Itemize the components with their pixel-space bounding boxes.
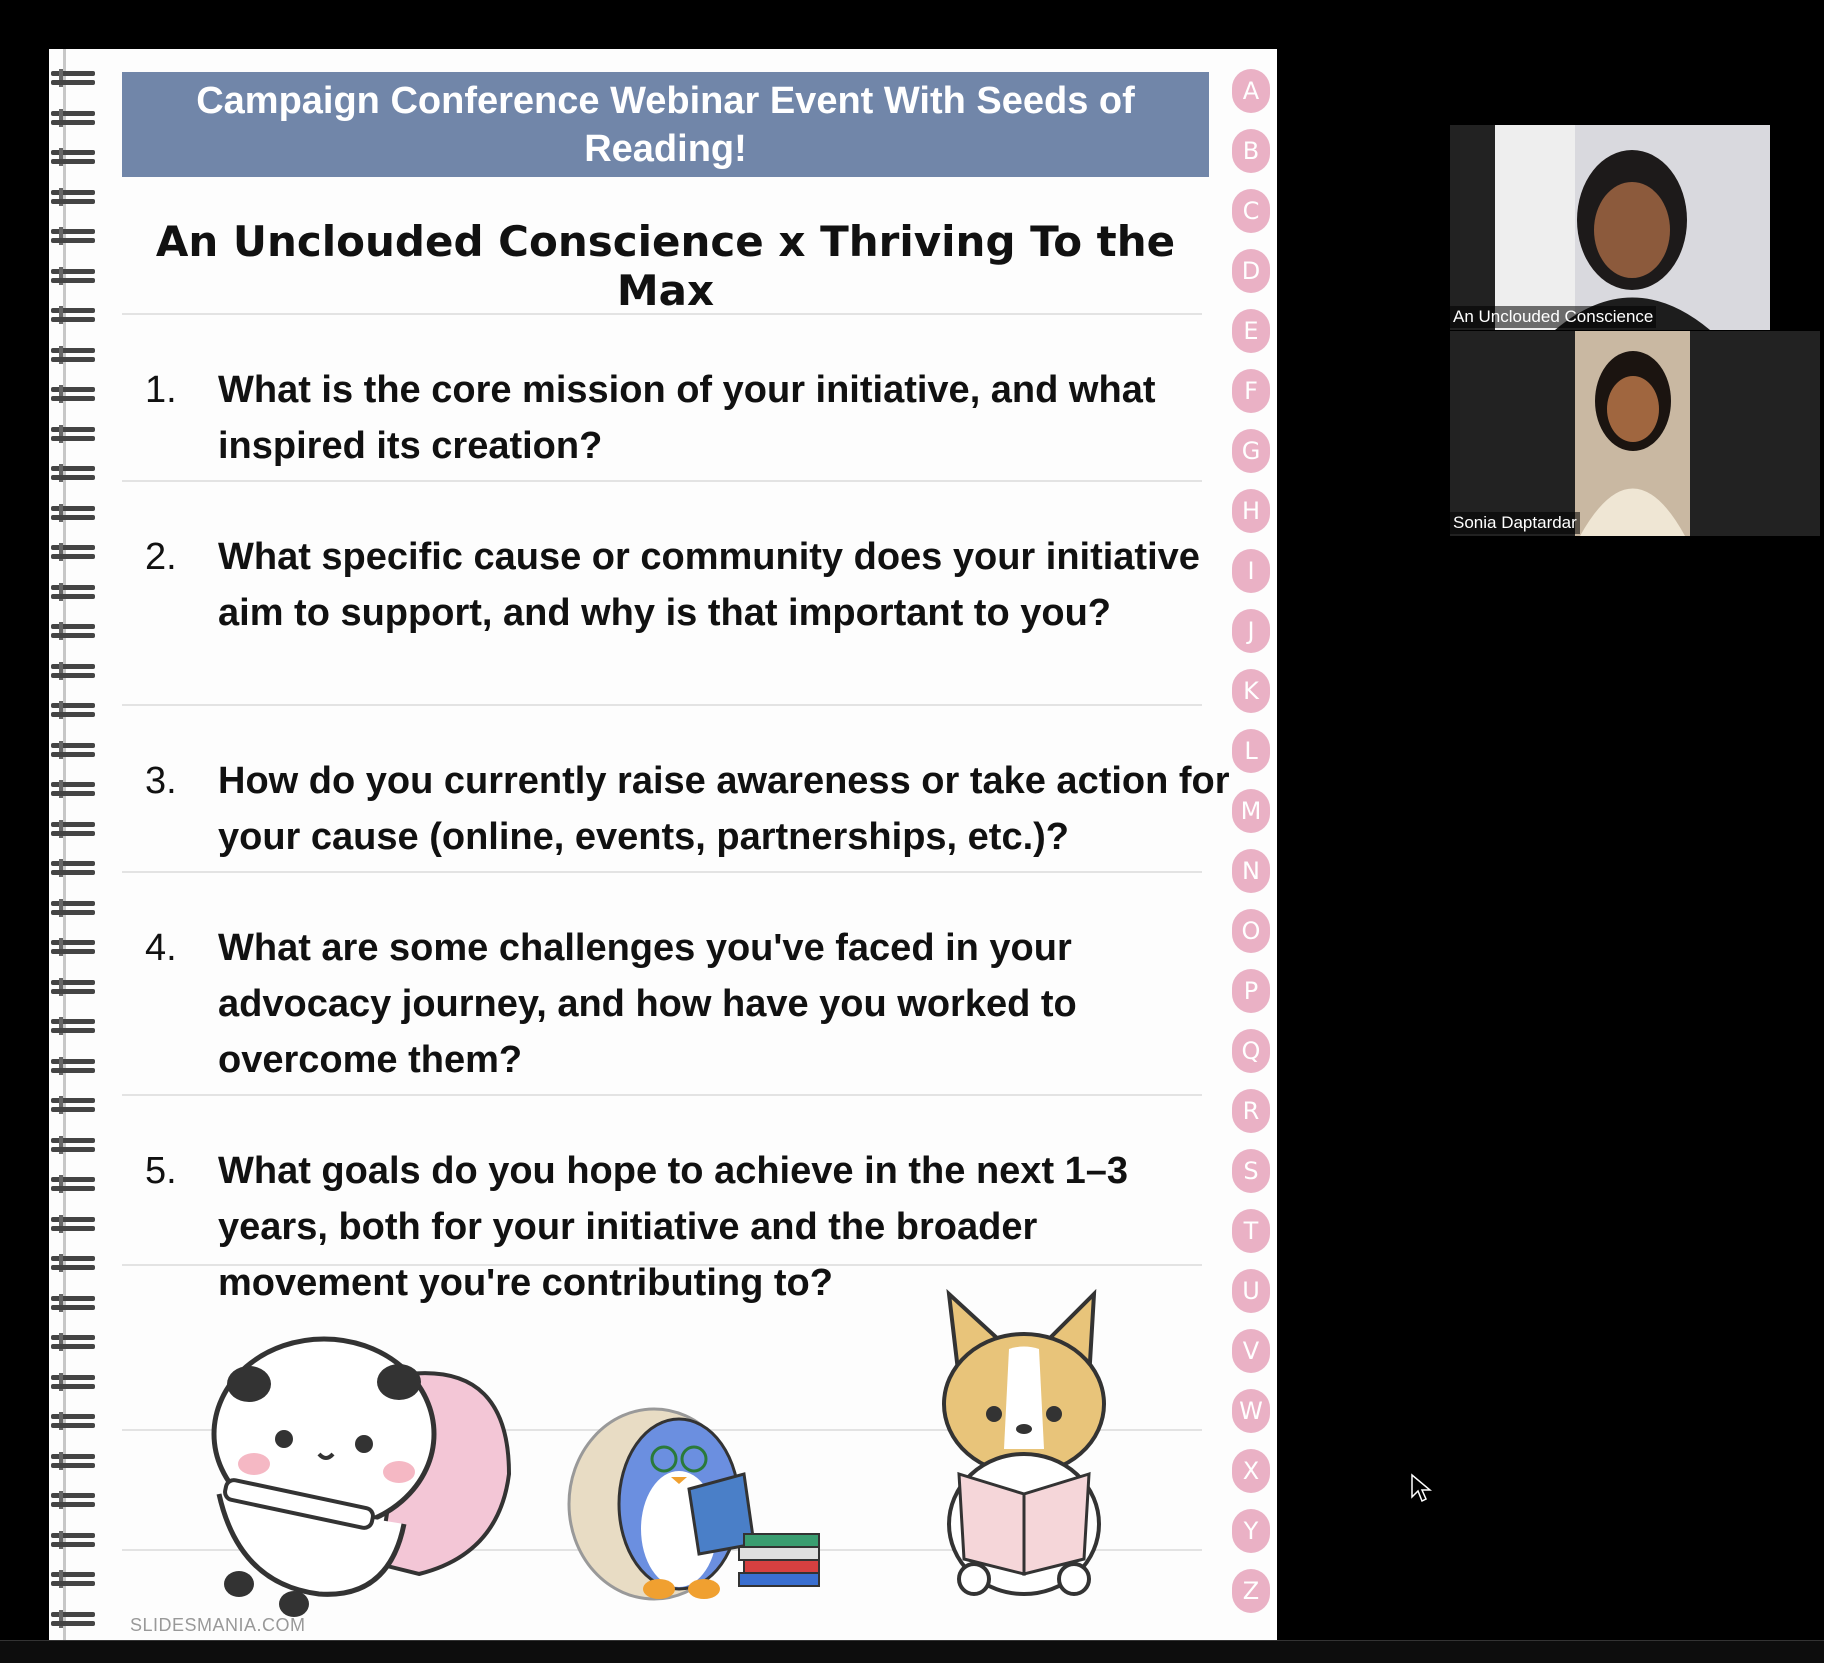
binding-ring — [49, 188, 99, 206]
tab-z[interactable]: Z — [1232, 1569, 1270, 1613]
binding-ring — [49, 1096, 99, 1114]
penguin-reading-icon — [559, 1379, 859, 1609]
question-text: What is the core mission of your initiative, and what inspired its creation? — [218, 369, 1156, 467]
question-number: 3. — [145, 760, 177, 802]
tab-b[interactable]: B — [1232, 129, 1270, 173]
binding-ring — [49, 820, 99, 838]
binding-ring — [49, 1136, 99, 1154]
binding-ring — [49, 1215, 99, 1233]
binding-ring — [49, 504, 99, 522]
binding-ring — [49, 227, 99, 245]
question-number: 2. — [145, 536, 177, 578]
tab-n[interactable]: N — [1232, 849, 1270, 893]
tab-i[interactable]: I — [1232, 549, 1270, 593]
question-3 — [145, 753, 1235, 865]
binding-ring — [49, 662, 99, 680]
tab-f[interactable]: F — [1232, 369, 1270, 413]
question-4 — [145, 920, 1235, 1088]
participant-name: An Unclouded Conscience — [1450, 306, 1656, 328]
tab-v[interactable]: V — [1232, 1329, 1270, 1373]
binding-ring — [49, 1017, 99, 1035]
binding-ring — [49, 1491, 99, 1509]
tab-r[interactable]: R — [1232, 1089, 1270, 1133]
tab-u[interactable]: U — [1232, 1269, 1270, 1313]
binding-ring — [49, 425, 99, 443]
tab-m[interactable]: M — [1232, 789, 1270, 833]
participant-video-icon — [1575, 331, 1690, 536]
tab-w[interactable]: W — [1232, 1389, 1270, 1433]
binding-ring — [49, 741, 99, 759]
corgi-reading-icon — [929, 1289, 1119, 1599]
binding-ring — [49, 859, 99, 877]
tab-d[interactable]: D — [1232, 249, 1270, 293]
binding-ring — [49, 622, 99, 640]
participant-tile-1[interactable] — [1450, 125, 1770, 330]
participant-video-icon — [1495, 125, 1770, 330]
binding-ring — [49, 385, 99, 403]
tab-y[interactable]: Y — [1232, 1509, 1270, 1553]
slide-title: Campaign Conference Webinar Event With Seeds of Reading! — [122, 72, 1209, 177]
binding-ring — [49, 306, 99, 324]
slide-watermark: SLIDESMANIA.COM — [130, 1615, 306, 1635]
participant-name: Sonia Daptardar — [1450, 512, 1580, 534]
tab-q[interactable]: Q — [1232, 1029, 1270, 1073]
binding-ring — [49, 1294, 99, 1312]
binding-ring — [49, 1175, 99, 1193]
tab-l[interactable]: L — [1232, 729, 1270, 773]
binding-ring — [49, 1531, 99, 1549]
binding-ring — [49, 1570, 99, 1588]
binding-ring — [49, 780, 99, 798]
bottom-bar — [0, 1640, 1824, 1663]
question-number: 4. — [145, 927, 177, 969]
binding-ring — [49, 1254, 99, 1272]
binding-ring — [49, 938, 99, 956]
binding-ring — [49, 346, 99, 364]
shared-slide — [49, 49, 1277, 1640]
tab-h[interactable]: H — [1232, 489, 1270, 533]
binding-ring — [49, 1610, 99, 1628]
question-5 — [145, 1143, 1235, 1311]
binding-ring — [49, 1452, 99, 1470]
tab-k[interactable]: K — [1232, 669, 1270, 713]
binding-ring — [49, 1333, 99, 1351]
binding-ring — [49, 69, 99, 87]
spiral-binding — [49, 69, 101, 1629]
question-text: What specific cause or community does your initiative aim to support, and why is that important to you? — [218, 536, 1200, 634]
tab-x[interactable]: X — [1232, 1449, 1270, 1493]
binding-ring — [49, 267, 99, 285]
tab-o[interactable]: O — [1232, 909, 1270, 953]
binding-ring — [49, 583, 99, 601]
panda-reading-icon — [179, 1324, 539, 1624]
tab-g[interactable]: G — [1232, 429, 1270, 473]
binding-ring — [49, 148, 99, 166]
tab-c[interactable]: C — [1232, 189, 1270, 233]
tab-p[interactable]: P — [1232, 969, 1270, 1013]
question-text: What are some challenges you've faced in your advocacy journey, and how have you worked to overcome them? — [218, 927, 1077, 1081]
notebook-line — [122, 480, 1202, 482]
tab-e[interactable]: E — [1232, 309, 1270, 353]
tab-t[interactable]: T — [1232, 1209, 1270, 1253]
notebook-line — [122, 1094, 1202, 1096]
notebook-line — [122, 871, 1202, 873]
question-2 — [145, 529, 1235, 641]
tab-j[interactable]: J — [1232, 609, 1270, 653]
question-text: How do you currently raise awareness or take action for your cause (online, events, partnerships, etc.)? — [218, 760, 1230, 858]
tab-a[interactable]: A — [1232, 69, 1270, 113]
question-text: What goals do you hope to achieve in the next 1–3 years, both for your initiative and the broader movement you're contributing to? — [218, 1150, 1129, 1304]
binding-ring — [49, 1057, 99, 1075]
binding-ring — [49, 1412, 99, 1430]
participant-tile-2[interactable] — [1450, 331, 1820, 536]
binding-ring — [49, 701, 99, 719]
binding-ring — [49, 543, 99, 561]
binding-ring — [49, 109, 99, 127]
question-number: 1. — [145, 369, 177, 411]
tab-s[interactable]: S — [1232, 1149, 1270, 1193]
binding-ring — [49, 464, 99, 482]
notebook-line — [122, 704, 1202, 706]
slide-subtitle: An Unclouded Conscience x Thriving To the Max — [155, 217, 1176, 315]
binding-ring — [49, 978, 99, 996]
mouse-cursor-icon — [1410, 1473, 1432, 1503]
question-number: 5. — [145, 1150, 177, 1192]
binding-ring — [49, 1373, 99, 1391]
question-1 — [145, 362, 1235, 474]
binding-ring — [49, 899, 99, 917]
